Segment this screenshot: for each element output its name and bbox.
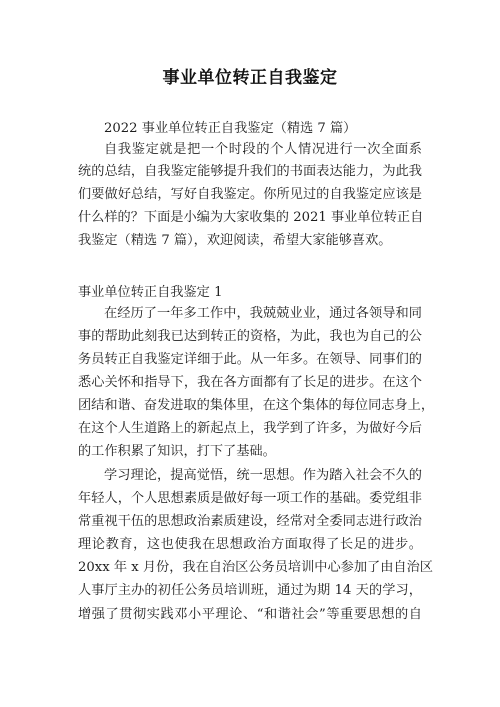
paragraph-line: 在这个人生道路上的新起点上，我学到了许多，为做好今后 <box>78 421 422 436</box>
paragraph-line: 学习理论，提高觉悟，统一思想。作为踏入社会不久的 <box>104 468 422 483</box>
paragraph-line: 在经历了一年多工作中，我兢兢业业，通过各领导和同 <box>104 306 422 321</box>
intro-line: 们要做好总结，写好自我鉴定。你所见过的自我鉴定应该是 <box>78 187 422 202</box>
intro-line: 我鉴定（精选 7 篇），欢迎阅读，希望大家能够喜欢。 <box>78 233 392 248</box>
section-heading: 事业单位转正自我鉴定 1 <box>78 285 223 300</box>
intro-heading: 2022 事业单位转正自我鉴定（精选 7 篇） <box>104 121 357 136</box>
paragraph-line: 人事厅主办的初任公务员培训班，通过为期 14 天的学习， <box>78 583 422 598</box>
paragraph-line: 年轻人，个人思想素质是做好每一项工作的基础。委党组非 <box>78 491 422 506</box>
paragraph-line: 务员转正自我鉴定详细于此。从一年多。在领导、同事们的 <box>78 352 422 367</box>
intro-line: 什么样的？下面是小编为大家收集的 2021 事业单位转正自 <box>78 210 424 225</box>
paragraph-line: 增强了贯彻实践邓小平理论、“和谐社会”等重要思想的自 <box>78 607 422 622</box>
intro-line: 统的总结，自我鉴定能够提升我们的书面表达能力，为此我 <box>78 164 422 179</box>
paragraph-line: 20xx 年 x 月份，我在自治区公务员培训中心参加了由自治区 <box>78 560 433 575</box>
paragraph-line: 团结和谐、奋发进取的集体里，在这个集体的每位同志身上， <box>78 398 435 413</box>
paragraph-line: 悉心关怀和指导下，我在各方面都有了长足的进步。在这个 <box>78 375 422 390</box>
paragraph-line: 常重视干伍的思想政治素质建设，经常对全委同志进行政治 <box>78 514 422 529</box>
paragraph-line: 的工作积累了知识，打下了基础。 <box>78 444 276 459</box>
document-title: 事业单位转正自我鉴定 <box>162 68 338 88</box>
paragraph-line: 事的帮助此刻我已达到转正的资格，为此，我也为自己的公 <box>78 329 422 344</box>
intro-line: 自我鉴定就是把一个时段的个人情况进行一次全面系 <box>104 142 422 157</box>
paragraph-line: 理论教育，这也使我在思想政治方面取得了长足的进步。 <box>78 537 422 552</box>
